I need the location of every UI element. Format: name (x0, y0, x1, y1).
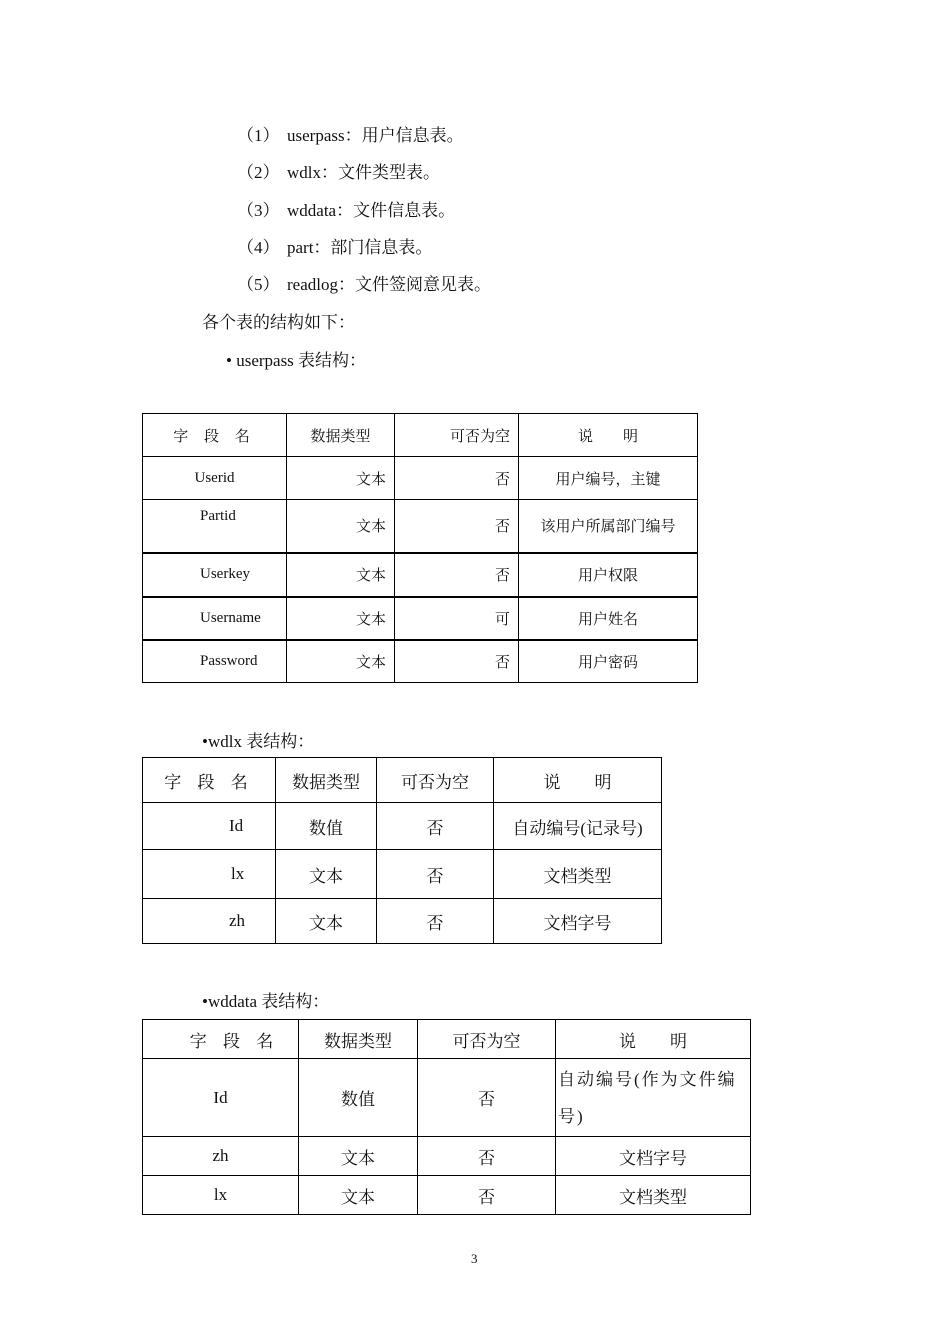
table-row (143, 457, 698, 500)
cell-description: 自动编号(作为文件编号) (556, 1059, 751, 1137)
table-header-row (143, 758, 662, 803)
list-text: wdlx：文件类型表。 (287, 163, 440, 182)
cell-type: 文本 (287, 500, 395, 553)
cell-field: Partid (143, 500, 287, 553)
list-number: （1） (237, 126, 280, 145)
table-row (143, 640, 698, 683)
cell-type: 数值 (276, 803, 377, 850)
table-row (143, 553, 698, 597)
cell-description: 用户编号，主键 (519, 457, 698, 500)
cell-description: 文档字号 (556, 1137, 751, 1176)
page-number: 3 (471, 1251, 478, 1266)
list-number: （4） (237, 238, 280, 257)
header-nullable: 可否为空 (377, 758, 494, 803)
header-nullable: 可否为空 (395, 414, 519, 457)
cell-field: zh (143, 1137, 299, 1176)
table-header-row (143, 414, 698, 457)
header-description: 说 明 (556, 1020, 751, 1059)
cell-description: 用户权限 (519, 553, 698, 597)
cell-type: 数值 (299, 1059, 418, 1137)
list-item (237, 233, 432, 258)
cell-field: Id (143, 1059, 299, 1137)
cell-type: 文本 (299, 1137, 418, 1176)
header-nullable: 可否为空 (418, 1020, 556, 1059)
table-row (143, 1137, 751, 1176)
cell-description: 文档类型 (556, 1176, 751, 1215)
list-item (237, 158, 440, 183)
table-row (143, 803, 662, 850)
table-wdlx (142, 757, 662, 944)
cell-nullable: 否 (377, 803, 494, 850)
header-field-name: 字 段 名 (143, 1020, 299, 1059)
cell-field: lx (143, 1176, 299, 1215)
table-row (143, 500, 698, 553)
cell-description: 文档字号 (494, 899, 662, 944)
cell-nullable: 否 (395, 457, 519, 500)
cell-nullable: 否 (395, 553, 519, 597)
table-caption-wddata: •wddata 表结构： (202, 992, 330, 1011)
header-data-type: 数据类型 (287, 414, 395, 457)
table-row (143, 597, 698, 640)
header-description: 说 明 (519, 414, 698, 457)
cell-nullable: 否 (418, 1176, 556, 1215)
intro-text: 各个表的结构如下： (202, 313, 355, 332)
cell-description: 用户密码 (519, 640, 698, 683)
cell-type: 文本 (287, 457, 395, 500)
cell-nullable: 否 (395, 640, 519, 683)
list-text: userpass：用户信息表。 (287, 126, 464, 145)
cell-type: 文本 (276, 850, 377, 899)
cell-nullable: 否 (377, 899, 494, 944)
list-text: wddata：文件信息表。 (287, 201, 456, 220)
header-description: 说 明 (494, 758, 662, 803)
list-item (237, 121, 464, 146)
cell-nullable: 否 (418, 1059, 556, 1137)
cell-field: Id (143, 803, 276, 850)
cell-field: Username (143, 597, 287, 640)
table-row (143, 899, 662, 944)
table-caption-userpass: • userpass 表结构： (226, 351, 367, 370)
cell-description: 文档类型 (494, 850, 662, 899)
cell-type: 文本 (287, 553, 395, 597)
cell-nullable: 否 (395, 500, 519, 553)
header-data-type: 数据类型 (299, 1020, 418, 1059)
cell-description: 自动编号(记录号) (494, 803, 662, 850)
list-number: （2） (237, 163, 280, 182)
header-field-name: 字 段 名 (143, 414, 287, 457)
table-row (143, 850, 662, 899)
list-text: readlog：文件签阅意见表。 (287, 275, 491, 294)
cell-type: 文本 (299, 1176, 418, 1215)
table-userpass (142, 413, 698, 683)
list-item (237, 196, 455, 221)
cell-type: 文本 (276, 899, 377, 944)
cell-field: Password (143, 640, 287, 683)
cell-field: Userkey (143, 553, 287, 597)
table-row (143, 1176, 751, 1215)
cell-nullable: 否 (377, 850, 494, 899)
cell-nullable: 可 (395, 597, 519, 640)
header-data-type: 数据类型 (276, 758, 377, 803)
cell-type: 文本 (287, 640, 395, 683)
cell-description: 该用户所属部门编号 (519, 500, 698, 553)
list-number: （3） (237, 201, 280, 220)
cell-nullable: 否 (418, 1137, 556, 1176)
table-row (143, 1059, 751, 1137)
table-header-row (143, 1020, 751, 1059)
cell-description: 用户姓名 (519, 597, 698, 640)
table-caption-wdlx: •wdlx 表结构： (202, 732, 315, 751)
cell-field: lx (143, 850, 276, 899)
header-field-name: 字 段 名 (143, 758, 276, 803)
table-wddata (142, 1019, 751, 1215)
list-text: part：部门信息表。 (287, 238, 433, 257)
list-item (237, 270, 491, 295)
cell-field: Userid (143, 457, 287, 500)
cell-field: zh (143, 899, 276, 944)
cell-type: 文本 (287, 597, 395, 640)
list-number: （5） (237, 275, 280, 294)
